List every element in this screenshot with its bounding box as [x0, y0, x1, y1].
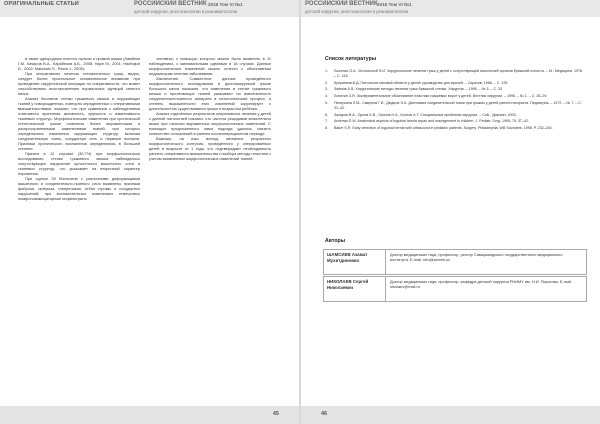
journal-title: РОССИЙСКИЙ ВЕСТНИК: [134, 1, 207, 7]
reference-item: [325, 113, 585, 118]
reference-number: 6.: [325, 112, 328, 117]
authors-heading: Авторы: [325, 238, 346, 244]
paragraph: При оценке 39 биоптатов с различными деформациями мышечного и соединительно-тканного слоя выявлены признаки фиброза, склероза, гиперплазии, отёка стромы и сосудистых нарушений; при воспалительных изменениях отмечались лимфоплазмоцитарные инфильтраты.: [18, 176, 140, 202]
paragraph: Заключение. Совместное данные проведённого морфологического исследования в дисплазируемой грыже большого мезга показали, что изменения в стенке грыжевого мешка и прилегающих тканей указывают на вовлеченность соединительнотканного аппарата в патологический процесс, а степень выраженности этих изменений коррелирует с длительностью существования грыжи и возрастом ребёнка.: [149, 76, 271, 112]
left-page-footer: [0, 406, 299, 424]
reference-text: Заёмов А.В. Хирургические методы лечения грыж брюшной стенки. Хирургия. – 1996. – № 5. – С. 33.: [334, 87, 504, 92]
right-page-header: [301, 0, 600, 17]
reference-number: 7.: [325, 119, 328, 124]
reference-item: [325, 87, 585, 92]
author-card: [323, 276, 587, 302]
right-page: [301, 0, 600, 424]
journal-subtitle: детской хирургии, анестезиологии и реаниматологии: [134, 9, 238, 14]
paragraph: Важным, на наш взгляд, являются результаты морфологического контроля, проведённого у оперированных детей в возрасте от 1 года, что подтверждает необходимость раннего оперативного вмешательства и выбора метода пластики с учетом выявленных морфологических изменений тканей.: [149, 136, 271, 162]
issue-label: 2016 Том VI №1: [208, 2, 243, 7]
reference-text: Захаров В.А., Орлов Б.В., Осипов Н.А., Котлов А.Т. Специальные проблемы хирургии. – СпБ.: Диалект, 2003.: [334, 112, 517, 117]
page-number: 45: [272, 411, 279, 417]
paragraph: Анализ отдалённых результатов оперативного лечения у детей с данной патологией показал, что частота рецидивов значительно выше при наличии выраженных морфологических изменений. С помощью предложенного нами подхода удалось снизить количество осложнений в раннем послеоперационном периоде.: [149, 111, 271, 137]
reference-number: 2.: [325, 80, 328, 85]
author-card: [323, 249, 587, 275]
reference-number: 4.: [325, 94, 328, 99]
author-name: ШАМСИЕВ Азамат Мухитдинович: [324, 250, 386, 274]
reference-text: Лопатин З.Я. Экспериментальное обоснование пластики грыжевых ворот у детей. Вестник хирургии. – 1995. – № 1. – С. 26–29.: [334, 94, 548, 99]
left-page: [0, 0, 299, 424]
left-column-1: [18, 56, 140, 201]
page-number: 46: [321, 411, 328, 417]
reference-number: 8.: [325, 126, 328, 130]
references-list: [325, 69, 585, 133]
right-page-footer: [301, 406, 600, 424]
reference-number: 3.: [325, 87, 328, 92]
issue-label: 2016 Том VI №1: [377, 2, 412, 7]
reference-number: 1.: [325, 69, 328, 73]
author-name: НИКОЛАЕВ Сергей Николаевич: [324, 277, 386, 301]
reference-item: [325, 126, 585, 131]
reference-text: Andrews E.W. Anatomical aspects of inguinal hernia repair and management in children. J. Pediatr. Surg. 1995; 70: 37–42.: [334, 119, 529, 124]
left-page-header: [0, 0, 299, 17]
references-heading: Список литературы: [325, 56, 377, 62]
journal-subtitle: детской хирургии, анестезиологии и реаниматологии: [305, 9, 409, 14]
reference-item: [325, 101, 585, 111]
reference-item: [325, 81, 585, 86]
paragraph: человека, с помощью которого можно было выявлить в 11 наблюдениях, с минимальными сдвигами в 18 случаях. Данные морфологических изменений можно отнести к объективным индикаторам течения заболевания.: [149, 56, 271, 77]
journal-title: РОССИЙСКИЙ ВЕСТНИК: [305, 1, 378, 7]
left-column-2: [149, 56, 271, 161]
reference-text: Куприянов В.Д. Патология паховой области у детей: руководство для врачей. – Саратов, 1988. – С. 125.: [334, 80, 509, 85]
reference-text: Печеркина Л.М., Смирнов Г.И., Дюдина Э.А. Дисплазия соединительной ткани при грыжах у детей раннего возраста. Педиатрия. – 1972. – № 7. – С. 31–42.: [334, 100, 582, 110]
author-info: Доктор медицинских наук, профессор, кафедра детской хирургии РНИМУ им. Н.И. Пирогова. E-mail: nikolaev@mail.ru: [390, 279, 572, 290]
paragraph: Причем в 12 случаях (30,7%) при морфологическом исследовании стенки грыжевого мешка наблюдалось сопутствующее нарушение целостности мышечного слоя и тканевых структур, что указывает на вторичный характер поражения.: [18, 151, 140, 177]
section-label: ОРИГИНАЛЬНЫЕ СТАТЬИ: [4, 1, 79, 7]
paragraph: в такие однородном ночного пульпы и прямой кишки (Ламбеки Г.М. Хачиров В.А., Карабеков А.Б., 2008; Наре М., 2001; Hadeqkot D., 2002; Malowski S., Rewa J., 2005).: [18, 56, 140, 72]
paragraph: Анализ биопатов стенки грыжевого мешка и окружающих тканей у новорожденных, повторно определенных с оперативными вмешательствами, показал, что при сравнении с наблюдениями отмечается эрогенная активность, хрупкость и изменчивость тканевых структур. Морфологические изменения при хронической стенотической грыже отмечены более выраженными и распространенными изменениями тканей, при которых определялись изменения окружающих структур, включая соединительную ткань, сосудистую сеть и нервные волокна. Признаки хронического воспаления определялись в большей степени.: [18, 96, 140, 152]
reference-item: [325, 119, 585, 124]
reference-text: Baker S.R. Early detection of inguinal hernia with ultrasound in pediatric patients. Surgery. Philadelphia: WB Saunders, 1998. P. 232–244.: [334, 126, 553, 130]
reference-item: [325, 69, 585, 79]
reference-item: [325, 94, 585, 99]
reference-text: Лысенко О.А., Молоссный Н.И. Хирургическое лечение грыж у детей с сопутствующей патологией органов брюшной полости. – М.: Медицина, 1976. – С. 416.: [334, 69, 583, 79]
paragraph: При оперативном лечении стенинотичных грыж, видно, следует более пристальное основательное внимание при проведении хирургической операции по оперативности, что может способствовать восстановлению нормальных функций сенного мезга.: [18, 71, 140, 97]
reference-number: 5.: [325, 100, 328, 105]
author-info: Доктор медицинских наук, профессор, ректор Самаркандского государственного медицинского института. E-mail: info@sammi.uz: [390, 252, 563, 263]
